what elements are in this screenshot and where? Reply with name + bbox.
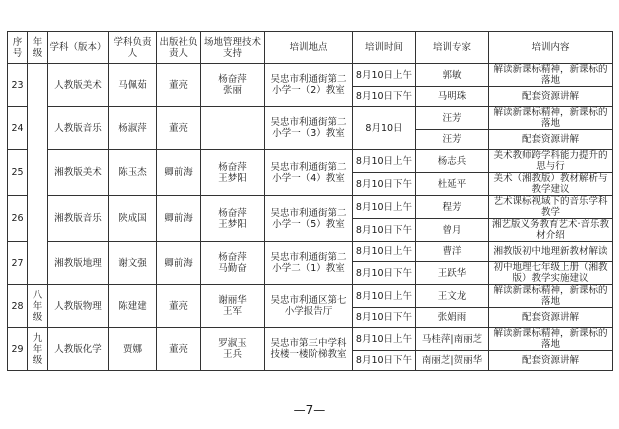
header-venue-support: 场地管理技术支持 (201, 32, 265, 64)
session-time: 8月10日上午 (353, 150, 416, 173)
session-expert: 马明珠 (416, 87, 489, 107)
session-time: 8月10日上午 (353, 64, 416, 87)
row-grade (28, 64, 48, 285)
session-expert: 王跃华 (416, 262, 489, 285)
session-time: 8月10日下午 (353, 351, 416, 371)
session-time: 8月10日下午 (353, 173, 416, 196)
session-time: 8月10日下午 (353, 262, 416, 285)
header-subject-lead: 学科负责人 (109, 32, 157, 64)
session-time: 8月10日上午 (353, 328, 416, 351)
session-expert: 马桂萍|南丽芝 (416, 328, 489, 351)
row-subject: 湘教版美术 (48, 150, 109, 196)
table-row (8, 196, 613, 219)
session-time: 8月10日上午 (353, 242, 416, 262)
row-no: 27 (8, 242, 28, 285)
session-content: 解读新课标精神，新课标的落地 (489, 285, 613, 308)
row-subject: 湘教版地理 (48, 242, 109, 285)
table-row (8, 242, 613, 262)
session-content: 湘艺版义务教育艺术·音乐教材介绍 (489, 219, 613, 242)
schedule-table (7, 31, 613, 371)
session-content: 湘教版初中地理新教材解读 (489, 242, 613, 262)
row-subject-lead: 陕成国 (109, 196, 157, 242)
row-publisher-lead: 董亮 (157, 285, 201, 328)
session-content: 解读新课标精神，新课标的落地 (489, 64, 613, 87)
header-row (8, 32, 613, 64)
row-no: 24 (8, 107, 28, 150)
header-subject: 学科（版本） (48, 32, 109, 64)
header-time: 培训时间 (353, 32, 416, 64)
session-expert: 郭敏 (416, 64, 489, 87)
table-row (8, 328, 613, 351)
session-time: 8月10日下午 (353, 87, 416, 107)
row-publisher-lead: 董亮 (157, 107, 201, 150)
session-expert: 汪芳 (416, 130, 489, 150)
row-support: 谢丽华 王军 (201, 285, 265, 328)
session-content: 解读新课标精神，新课标的落地 (489, 328, 613, 351)
row-support: 杨奋萍 张丽 (201, 64, 265, 107)
row-subject-lead: 陈玉杰 (109, 150, 157, 196)
row-subject-lead: 马佩茹 (109, 64, 157, 107)
session-time: 8月10日 (353, 107, 416, 150)
row-support: 罗淑玉 王兵 (201, 328, 265, 371)
row-support: 杨奋萍 王梦阳 (201, 150, 265, 196)
row-location: 吴忠市利通街第二小学一（4）教室 (265, 150, 353, 196)
row-subject: 人教版物理 (48, 285, 109, 328)
session-content: 美术（湘教版）教材解析与教学建议 (489, 173, 613, 196)
row-grade: 八年级 (28, 285, 48, 328)
row-location: 吴忠市利通区第七小学报告厅 (265, 285, 353, 328)
session-expert: 杨志兵 (416, 150, 489, 173)
training-schedule (7, 31, 612, 366)
row-support: 杨奋萍 马勤奋 (201, 242, 265, 285)
row-support: 杨奋萍 王梦阳 (201, 196, 265, 242)
row-publisher-lead: 董亮 (157, 64, 201, 107)
session-expert: 张娟雨 (416, 308, 489, 328)
row-location: 吴忠市第三中学科技楼一楼阶梯教室 (265, 328, 353, 371)
page-number: —7— (293, 403, 326, 417)
row-subject: 人教版美术 (48, 64, 109, 107)
row-location: 吴忠市利通街第二小学一（2）教室 (265, 64, 353, 107)
session-expert: 汪芳 (416, 107, 489, 130)
session-time: 8月10日下午 (353, 308, 416, 328)
table-row (8, 107, 613, 130)
row-subject-lead: 杨淑萍 (109, 107, 157, 150)
session-expert: 王文龙 (416, 285, 489, 308)
header-no: 序号 (8, 32, 28, 64)
row-subject-lead: 谢文强 (109, 242, 157, 285)
row-no: 23 (8, 64, 28, 107)
row-support (201, 107, 265, 150)
row-subject: 人教版音乐 (48, 107, 109, 150)
row-subject: 人教版化学 (48, 328, 109, 371)
session-expert: 曾月 (416, 219, 489, 242)
session-content: 配套资源讲解 (489, 308, 613, 328)
header-publisher-lead: 出版社负责人 (157, 32, 201, 64)
row-subject-lead: 贾娜 (109, 328, 157, 371)
session-time: 8月10日下午 (353, 219, 416, 242)
row-subject-lead: 陈建建 (109, 285, 157, 328)
row-location: 吴忠市利通街第二小学二（1）教室 (265, 242, 353, 285)
row-no: 28 (8, 285, 28, 328)
session-content: 配套资源讲解 (489, 351, 613, 371)
session-expert: 杜延平 (416, 173, 489, 196)
session-content: 解读新课标精神，新课标的落地 (489, 107, 613, 130)
row-location: 吴忠市利通街第二小学一（5）教室 (265, 196, 353, 242)
header-grade: 年级 (28, 32, 48, 64)
row-publisher-lead: 卿前海 (157, 150, 201, 196)
session-content: 配套资源讲解 (489, 130, 613, 150)
row-publisher-lead: 卿前海 (157, 196, 201, 242)
session-content: 配套资源讲解 (489, 87, 613, 107)
table-row (8, 64, 613, 87)
row-no: 26 (8, 196, 28, 242)
session-expert: 曹洋 (416, 242, 489, 262)
row-no: 29 (8, 328, 28, 371)
session-expert: 南丽芝|贺丽华 (416, 351, 489, 371)
row-subject: 湘教版音乐 (48, 196, 109, 242)
session-content: 初中地理七年级上册（湘教版）教学实施建议 (489, 262, 613, 285)
table-row (8, 150, 613, 173)
session-content: 艺术课标视域下的音乐学科教学 (489, 196, 613, 219)
session-content: 美术教师跨学科能力提升的思与行 (489, 150, 613, 173)
row-publisher-lead: 卿前海 (157, 242, 201, 285)
table-row (8, 285, 613, 308)
session-time: 8月10日上午 (353, 196, 416, 219)
row-no: 25 (8, 150, 28, 196)
row-grade: 九年级 (28, 328, 48, 371)
session-time: 8月10日上午 (353, 285, 416, 308)
header-content: 培训内容 (489, 32, 613, 64)
header-expert: 培训专家 (416, 32, 489, 64)
session-expert: 程芳 (416, 196, 489, 219)
row-location: 吴忠市利通街第二小学一（3）教室 (265, 107, 353, 150)
header-location: 培训地点 (265, 32, 353, 64)
row-publisher-lead: 董亮 (157, 328, 201, 371)
